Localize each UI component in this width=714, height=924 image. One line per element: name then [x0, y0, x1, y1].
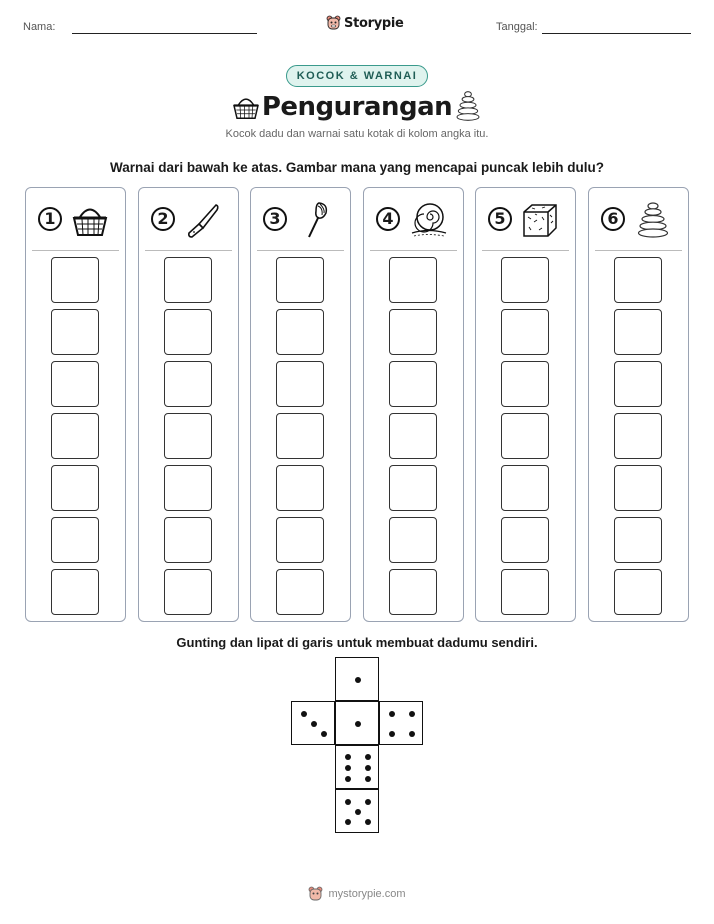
die-pip [345, 799, 351, 805]
die-pip [345, 819, 351, 825]
color-box[interactable] [51, 465, 99, 511]
color-box[interactable] [51, 361, 99, 407]
color-box[interactable] [164, 361, 212, 407]
die-pip [345, 754, 351, 760]
die-face-3 [291, 701, 335, 745]
color-box[interactable] [501, 465, 549, 511]
column-divider [257, 250, 344, 251]
color-box[interactable] [501, 309, 549, 355]
color-box[interactable] [614, 465, 662, 511]
die-pip [409, 731, 415, 737]
knife-icon [183, 200, 223, 240]
column-number: 6 [601, 207, 625, 231]
color-box[interactable] [614, 309, 662, 355]
die-face-1 [335, 701, 379, 745]
color-box[interactable] [614, 257, 662, 303]
color-box[interactable] [51, 569, 99, 615]
column-divider [482, 250, 569, 251]
column-divider [145, 250, 232, 251]
color-box[interactable] [389, 309, 437, 355]
color-box[interactable] [389, 517, 437, 563]
color-box[interactable] [276, 465, 324, 511]
color-box[interactable] [51, 309, 99, 355]
color-box[interactable] [501, 257, 549, 303]
color-box[interactable] [276, 569, 324, 615]
name-label: Nama: [23, 21, 56, 33]
column-divider [370, 250, 457, 251]
die-pip [311, 721, 317, 727]
color-box[interactable] [501, 361, 549, 407]
color-box[interactable] [614, 569, 662, 615]
color-box[interactable] [51, 257, 99, 303]
column-number: 1 [38, 207, 62, 231]
snail-shell-icon [408, 200, 448, 240]
die-pip [365, 799, 371, 805]
die-face-4 [379, 701, 423, 745]
column-5 [475, 187, 576, 622]
die-pip [345, 776, 351, 782]
color-box[interactable] [276, 257, 324, 303]
color-box[interactable] [389, 361, 437, 407]
whisk-icon [295, 200, 335, 240]
color-box[interactable] [164, 569, 212, 615]
die-pip [321, 731, 327, 737]
date-label: Tanggal: [496, 21, 538, 33]
name-line[interactable] [72, 33, 257, 34]
footer-url: mystorypie.com [328, 888, 406, 900]
column-3 [250, 187, 351, 622]
footer [0, 886, 714, 902]
subtitle: Kocok dadu dan warnai satu kotak di kolom angka itu. [225, 128, 489, 140]
color-box[interactable] [51, 517, 99, 563]
column-number: 3 [263, 207, 287, 231]
color-box[interactable] [501, 413, 549, 459]
color-box[interactable] [276, 309, 324, 355]
column-divider [32, 250, 119, 251]
color-box[interactable] [389, 413, 437, 459]
color-box[interactable] [164, 309, 212, 355]
color-box[interactable] [389, 569, 437, 615]
die-pip [365, 776, 371, 782]
brand-name: Storypie [344, 15, 404, 31]
die-pip [355, 677, 361, 683]
color-box[interactable] [276, 413, 324, 459]
die-face-6 [335, 745, 379, 789]
activity-badge: KOCOK & WARNAI [286, 65, 429, 87]
color-box[interactable] [614, 413, 662, 459]
color-box[interactable] [389, 257, 437, 303]
die-pip [389, 731, 395, 737]
color-box[interactable] [164, 413, 212, 459]
brand-logo [326, 14, 404, 32]
color-box[interactable] [164, 257, 212, 303]
color-box[interactable] [51, 413, 99, 459]
color-box[interactable] [276, 517, 324, 563]
color-box[interactable] [614, 361, 662, 407]
column-1 [25, 187, 126, 622]
color-box[interactable] [389, 465, 437, 511]
die-pip [389, 711, 395, 717]
color-box[interactable] [614, 517, 662, 563]
die-face-1 [335, 657, 379, 701]
color-box[interactable] [164, 517, 212, 563]
page-title: Pengurangan [261, 92, 453, 122]
column-number: 4 [376, 207, 400, 231]
die-face-5 [335, 789, 379, 833]
hay-bale-icon [520, 200, 560, 240]
die-pip [301, 711, 307, 717]
color-box[interactable] [164, 465, 212, 511]
column-number: 5 [488, 207, 512, 231]
date-line[interactable] [542, 33, 691, 34]
stacked-stones-icon [455, 90, 481, 122]
basket-icon [70, 200, 110, 240]
storypie-mascot-icon [326, 15, 341, 31]
dice-instruction: Gunting dan lipat di garis untuk membuat dadumu sendiri. [176, 635, 538, 650]
die-pip [365, 765, 371, 771]
color-box[interactable] [501, 569, 549, 615]
color-box[interactable] [501, 517, 549, 563]
die-pip [365, 754, 371, 760]
die-pip [355, 809, 361, 815]
storypie-mascot-icon [308, 886, 323, 902]
column-6 [588, 187, 689, 622]
column-2 [138, 187, 239, 622]
column-4 [363, 187, 464, 622]
column-number: 2 [151, 207, 175, 231]
stacked-stones-icon [633, 200, 673, 240]
die-pip [345, 765, 351, 771]
die-pip [409, 711, 415, 717]
color-box[interactable] [276, 361, 324, 407]
die-pip [355, 721, 361, 727]
instruction-text: Warnai dari bawah ke atas. Gambar mana yang mencapai puncak lebih dulu? [110, 160, 604, 175]
die-pip [365, 819, 371, 825]
column-divider [595, 250, 682, 251]
